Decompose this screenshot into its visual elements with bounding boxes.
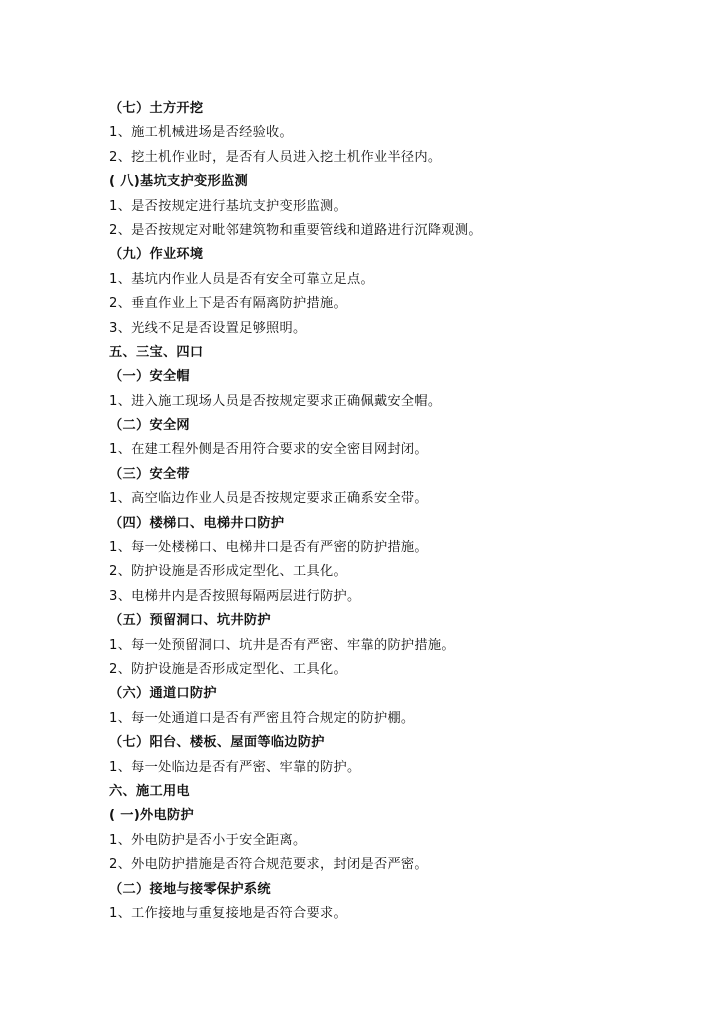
section-heading: （四）楼梯口、电梯井口防护 [109, 515, 285, 531]
section-heading: 五、三宝、四口 [109, 344, 204, 360]
checklist-item: 2、垂直作业上下是否有隔离防护措施。 [109, 296, 347, 312]
checklist-item: 1、外电防护是否小于安全距离。 [109, 832, 307, 848]
section-heading: ( 八)基坑支护变形监测 [109, 174, 248, 190]
checklist-item: 1、进入施工现场人员是否按规定要求正确佩戴安全帽。 [109, 393, 442, 409]
section-heading: （一）安全帽 [109, 369, 190, 385]
section-heading: （七）土方开挖 [109, 101, 204, 116]
section-heading: （二）接地与接零保护系统 [109, 881, 271, 897]
checklist-item: 1、每一处楼梯口、电梯井口是否有严密的防护措施。 [109, 540, 428, 556]
checklist-item: 2、防护设施是否形成定型化、工具化。 [109, 661, 347, 677]
checklist-item: 1、高空临边作业人员是否按规定要求正确系安全带。 [109, 491, 428, 507]
checklist-item: 1、是否按规定进行基坑支护变形监测。 [109, 198, 347, 214]
section-heading: （九）作业环境 [109, 247, 204, 263]
checklist-item: 3、光线不足是否设置足够照明。 [109, 320, 307, 336]
checklist-item: 1、每一处通道口是否有严密且符合规定的防护棚。 [109, 710, 415, 726]
checklist-item: 2、外电防护措施是否符合规范要求，封闭是否严密。 [109, 857, 428, 873]
checklist-item: 2、挖土机作业时，是否有人员进入挖土机作业半径内。 [109, 149, 442, 165]
checklist-item: 1、工作接地与重复接地是否符合要求。 [109, 905, 347, 921]
checklist-item: 1、在建工程外侧是否用符合要求的安全密目网封闭。 [109, 442, 428, 458]
section-heading: 六、施工用电 [109, 783, 190, 799]
checklist-item: 1、每一处预留洞口、坑井是否有严密、牢靠的防护措施。 [109, 637, 455, 653]
section-heading: ( 一)外电防护 [109, 808, 194, 824]
section-heading: （六）通道口防护 [109, 686, 217, 702]
checklist-item: 3、电梯井内是否按照每隔两层进行防护。 [109, 588, 361, 604]
section-heading: （五）预留洞口、坑井防护 [109, 613, 271, 629]
checklist-item: 2、防护设施是否形成定型化、工具化。 [109, 564, 347, 580]
section-heading: （七）阳台、楼板、屋面等临边防护 [109, 735, 325, 751]
checklist-item: 1、基坑内作业人员是否有安全可靠立足点。 [109, 271, 374, 287]
section-heading: （三）安全带 [109, 466, 190, 482]
checklist-item: 2、是否按规定对毗邻建筑物和重要管线和道路进行沉降观测。 [109, 222, 482, 238]
document-body [109, 97, 669, 926]
checklist-item: 1、施工机械进场是否经验收。 [109, 125, 294, 141]
checklist-item: 1、每一处临边是否有严密、牢靠的防护。 [109, 759, 361, 775]
section-heading: （二）安全网 [109, 418, 190, 434]
